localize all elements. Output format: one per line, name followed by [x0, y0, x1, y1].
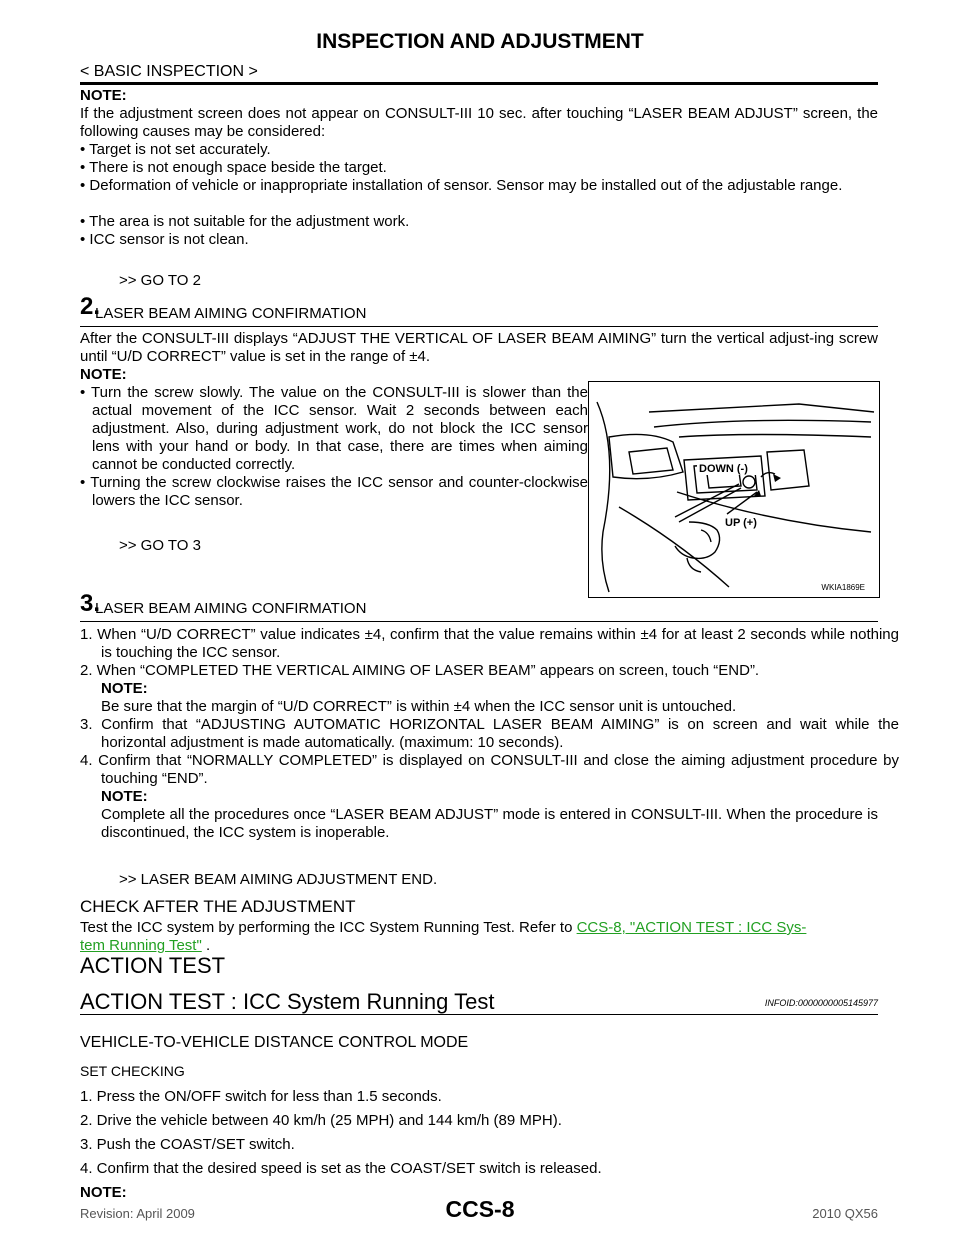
aiming-illustration-drawing	[589, 382, 879, 597]
figure-caption: WKIA1869E	[821, 583, 865, 592]
test-step: 2. Drive the vehicle between 40 km/h (25 MPH) and 144 km/h (89 MPH).	[80, 1112, 562, 1129]
step-heading: LASER BEAM AIMING CONFIRMATION	[95, 305, 367, 322]
note-label: NOTE:	[80, 87, 127, 104]
note-text: Complete all the procedures once “LASER BEAM ADJUST” mode is entered in CONSULT-III. When the procedure is discontinued, the ICC system is inoperable.	[101, 806, 878, 841]
model: 2010 QX56	[812, 1206, 878, 1221]
step-rule	[80, 621, 878, 622]
note-bullet: • Target is not set accurately.	[80, 141, 271, 158]
procedure-item: 2. When “COMPLETED THE VERTICAL AIMING OF LASER BEAM” appears on screen, touch “END”.	[80, 662, 760, 679]
info-id: INFOID:0000000005145977	[764, 998, 878, 1008]
down-label: DOWN (-)	[699, 463, 748, 475]
test-step: 4. Confirm that the desired speed is set as the COAST/SET switch is released.	[80, 1160, 602, 1177]
check-text	[80, 919, 880, 937]
up-label: UP (+)	[725, 517, 757, 529]
subsection-rule	[80, 1014, 878, 1015]
goto-end: >> LASER BEAM AIMING ADJUSTMENT END.	[119, 871, 438, 888]
page-title: INSPECTION AND ADJUSTMENT	[316, 30, 644, 53]
step-text: After the CONSULT-III displays “ADJUST THE VERTICAL OF LASER BEAM AIMING” turn the vertical adjust-ing screw until “U/D CORRECT” value is set in the range of ±4.	[80, 330, 878, 365]
aiming-illustration	[588, 381, 880, 598]
note-bullet: • Deformation of vehicle or inappropriate installation of sensor. Sensor may be installed out of the adjustable range.	[80, 177, 843, 194]
reference-link[interactable]: tem Running Test"	[80, 937, 202, 954]
procedure-item: 1. When “U/D CORRECT” value indicates ±4, confirm that the value remains within ±4 for at least 2 seconds while nothing is touching the ICC sensor.	[80, 626, 899, 661]
note-bullet: • Turn the screw slowly. The value on the CONSULT-III is slower than the actual movement of the ICC sensor. Wait 2 seconds between each adjustment. Also, during adjustment work, do not block the ICC sensor lens with your hand or body. In that case, there are times when aiming cannot be conducted correctly.	[80, 384, 588, 473]
note-label: NOTE:	[101, 680, 148, 697]
goto-step-3: >> GO TO 3	[119, 537, 201, 554]
goto-step-2: >> GO TO 2	[119, 272, 201, 289]
note-bullet: • ICC sensor is not clean.	[80, 231, 249, 248]
reference-link[interactable]: CCS-8, "ACTION TEST : ICC Sys-	[576, 919, 807, 936]
mode-heading: VEHICLE-TO-VEHICLE DISTANCE CONTROL MODE	[80, 1034, 469, 1051]
note-bullet: • The area is not suitable for the adjustment work.	[80, 213, 410, 230]
step-number: 3.	[80, 590, 101, 617]
header-rule	[80, 82, 878, 85]
revision: Revision: April 2009	[80, 1206, 195, 1221]
step-heading: LASER BEAM AIMING CONFIRMATION	[95, 600, 367, 617]
section-heading: CHECK AFTER THE ADJUSTMENT	[80, 897, 356, 916]
page-code: CCS-8	[445, 1196, 515, 1222]
check-text-body: Test the ICC system by performing the ICC System Running Test. Refer to	[80, 919, 577, 936]
note-label: NOTE:	[80, 366, 127, 383]
note-bullet: • Turning the screw clockwise raises the ICC sensor and counter-clockwise lowers the ICC sensor.	[80, 474, 588, 509]
note-text: Be sure that the margin of “U/D CORRECT” is within ±4 when the ICC sensor unit is untouched.	[101, 698, 737, 715]
note-bullet: • There is not enough space beside the target.	[80, 159, 387, 176]
test-step: 1. Press the ON/OFF switch for less than 1.5 seconds.	[80, 1088, 442, 1105]
subsection-heading: ACTION TEST : ICC System Running Test	[80, 989, 495, 1014]
check-text-tail: .	[201, 937, 211, 954]
set-checking: SET CHECKING	[80, 1063, 185, 1079]
note-text: If the adjustment screen does not appear on CONSULT-III 10 sec. after touching “LASER BEAM ADJUST” screen, the following causes may be considered:	[80, 105, 878, 140]
step-rule	[80, 326, 878, 327]
note-label: NOTE:	[80, 1184, 127, 1201]
step-number: 2.	[80, 293, 101, 320]
procedure-item: 4. Confirm that “NORMALLY COMPLETED” is displayed on CONSULT-III and close the aiming adjustment procedure by touching “END”.	[80, 752, 899, 787]
breadcrumb: < BASIC INSPECTION >	[80, 63, 258, 80]
note-label: NOTE:	[101, 788, 148, 805]
section-heading: ACTION TEST	[80, 953, 226, 978]
test-step: 3. Push the COAST/SET switch.	[80, 1136, 295, 1153]
procedure-item: 3. Confirm that “ADJUSTING AUTOMATIC HORIZONTAL LASER BEAM AIMING” is on screen and wait while the horizontal adjustment is made automatically. (maximum: 10 seconds).	[80, 716, 899, 751]
